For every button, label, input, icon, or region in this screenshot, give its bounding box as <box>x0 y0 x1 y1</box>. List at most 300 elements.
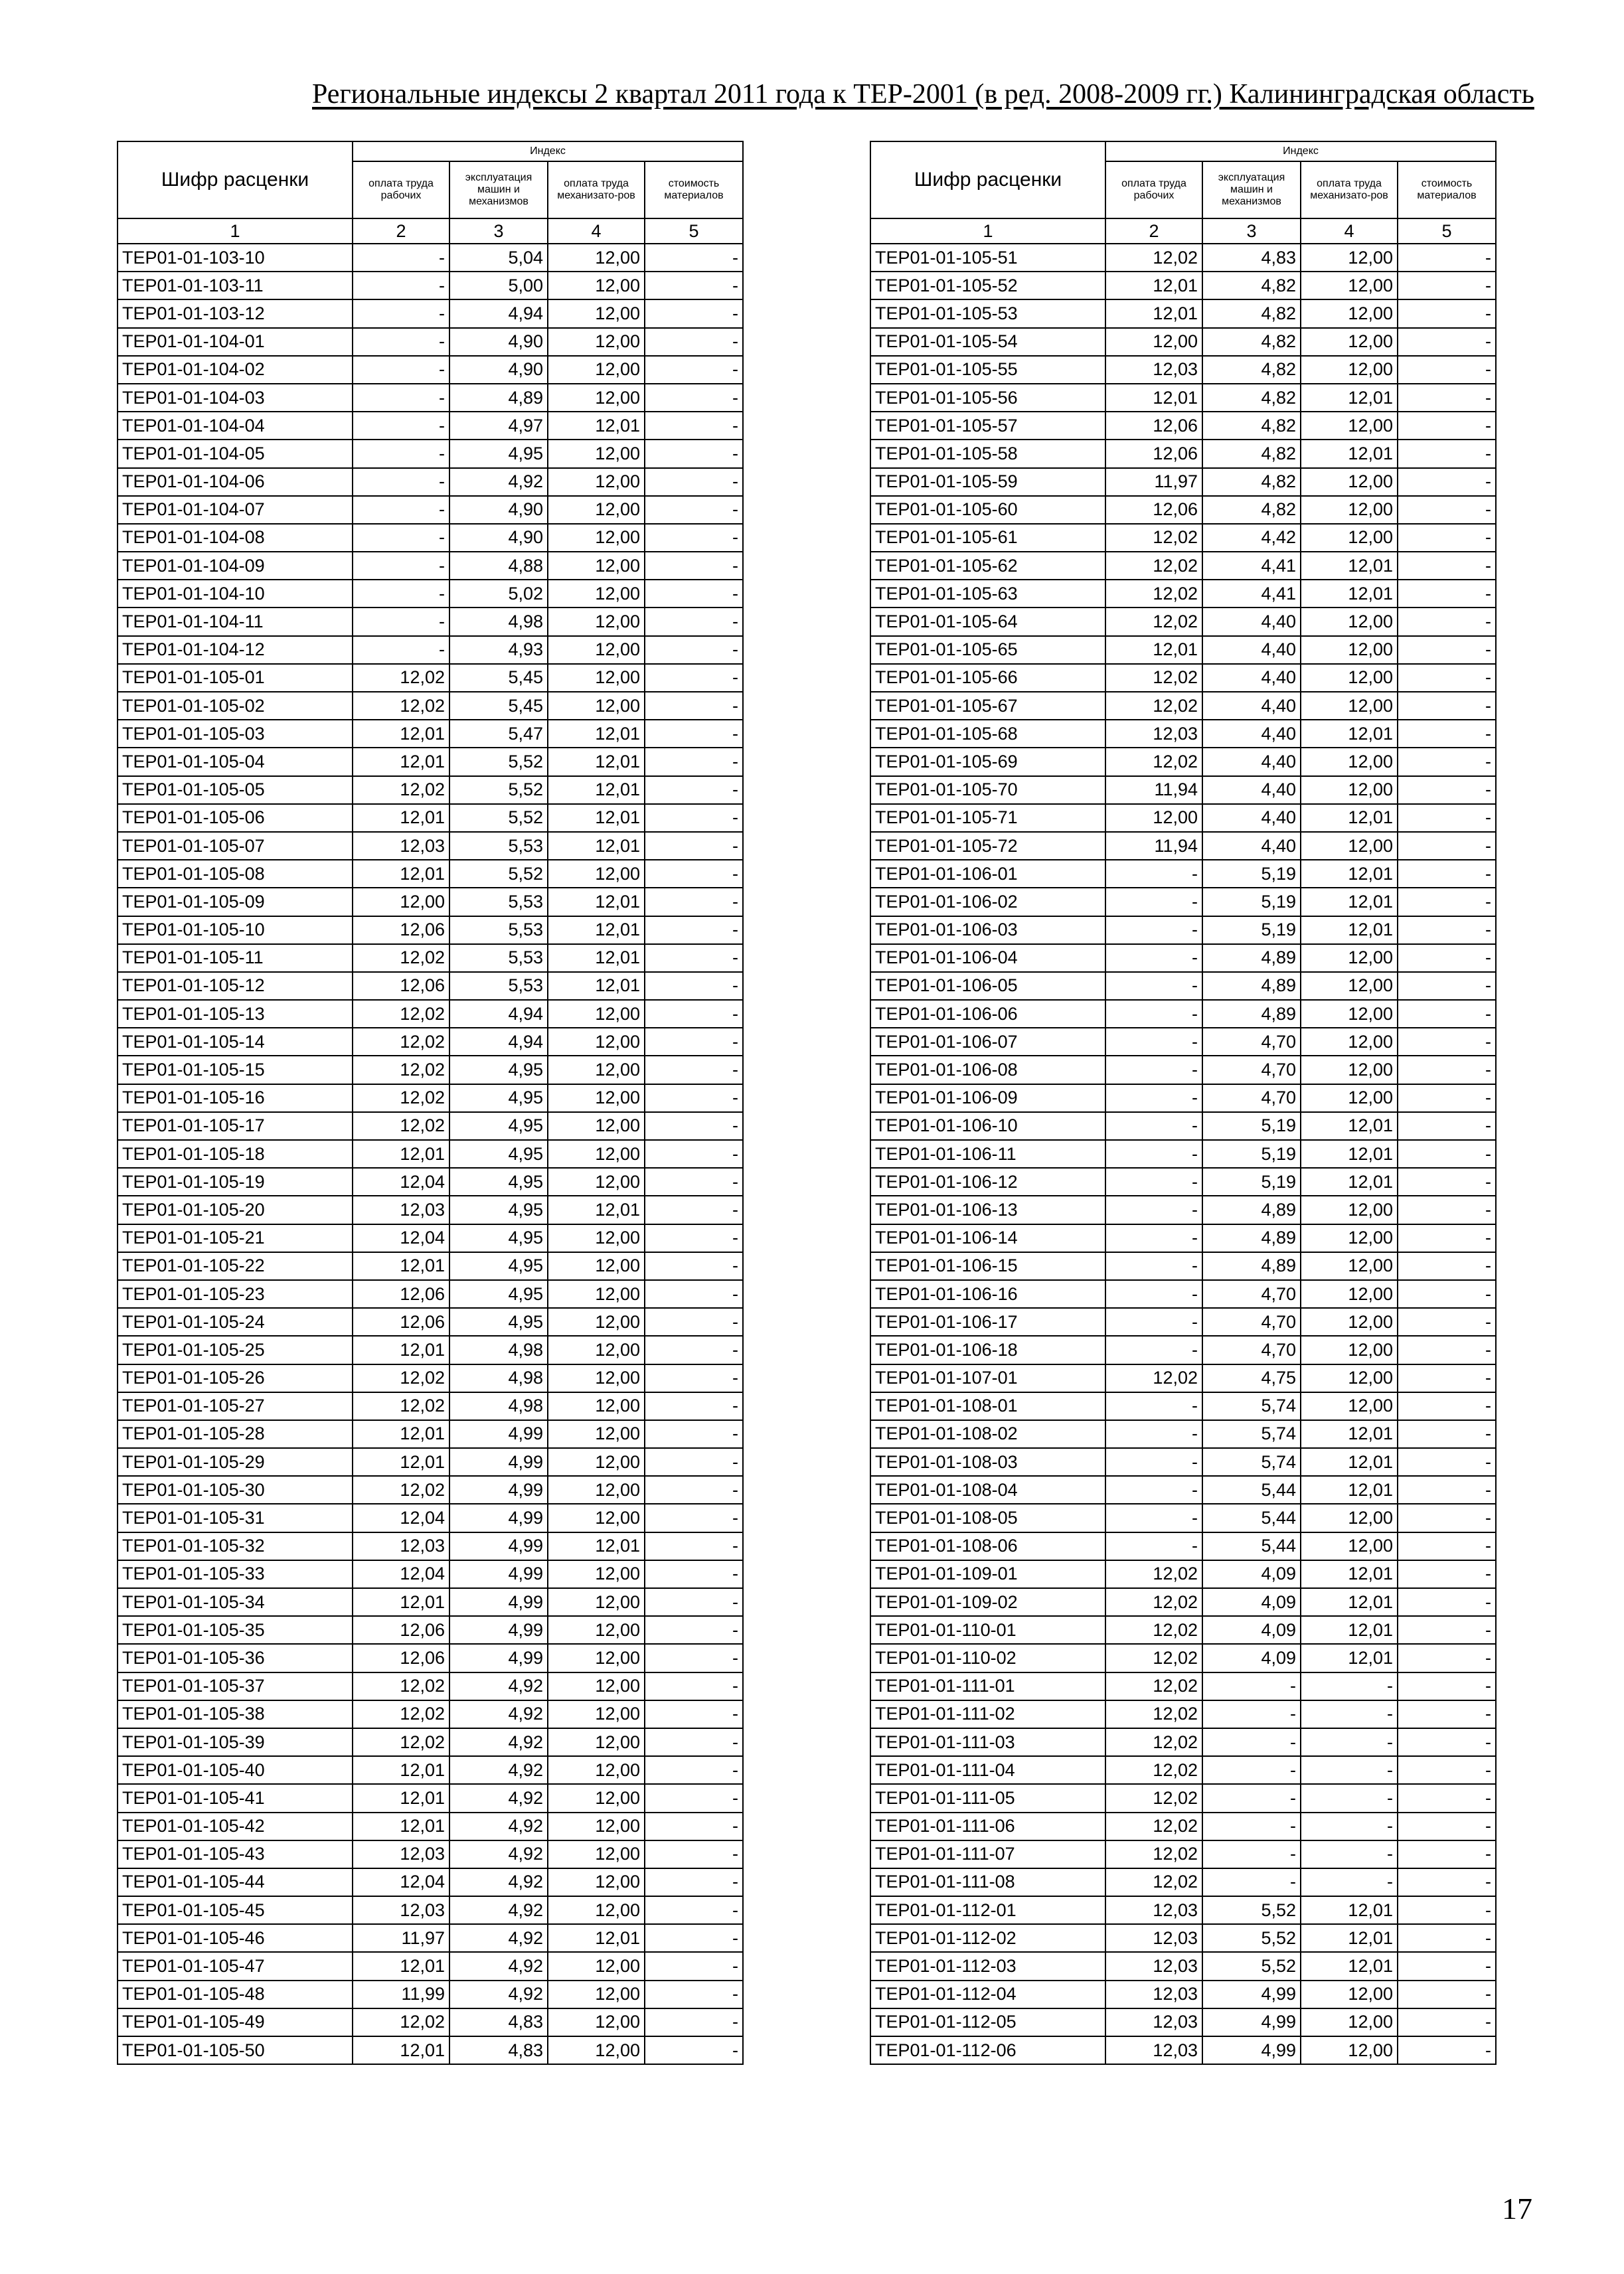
material-cost-cell: - <box>645 1308 743 1336</box>
machine-operation-cell: 4,92 <box>449 1672 548 1700</box>
table-row <box>870 1028 1496 1056</box>
rate-code-cell: ТЕР01-01-109-02 <box>870 1588 1105 1616</box>
table-row <box>870 944 1496 972</box>
rate-code-cell: ТЕР01-01-106-02 <box>870 888 1105 916</box>
rate-code-cell: ТЕР01-01-106-05 <box>870 972 1105 1000</box>
operator-pay-cell: 12,00 <box>548 299 645 327</box>
worker-pay-cell: 12,01 <box>1105 636 1202 664</box>
worker-pay-cell: 12,03 <box>353 1532 449 1560</box>
machine-operation-cell: - <box>1202 1813 1301 1840</box>
rate-code-cell: ТЕР01-01-105-46 <box>118 1924 353 1952</box>
worker-pay-cell: 12,03 <box>353 1896 449 1924</box>
worker-pay-cell: - <box>353 412 449 440</box>
worker-pay-cell: 12,06 <box>353 1280 449 1308</box>
operator-pay-cell: - <box>1301 1700 1398 1728</box>
rate-code-cell: ТЕР01-01-106-11 <box>870 1140 1105 1168</box>
table-row <box>118 692 743 720</box>
rate-code-cell: ТЕР01-01-103-11 <box>118 272 353 299</box>
material-cost-cell: - <box>1398 776 1496 804</box>
table-row <box>118 1364 743 1392</box>
operator-pay-cell: 12,00 <box>1301 776 1398 804</box>
material-cost-cell: - <box>1398 748 1496 775</box>
rate-code-cell: ТЕР01-01-105-16 <box>118 1084 353 1112</box>
material-cost-cell: - <box>1398 440 1496 467</box>
operator-pay-cell: - <box>1301 1784 1398 1812</box>
table-row <box>118 384 743 412</box>
worker-pay-cell: 11,94 <box>1105 776 1202 804</box>
rate-code-cell: ТЕР01-01-105-26 <box>118 1364 353 1392</box>
worker-pay-cell: 12,01 <box>353 1448 449 1476</box>
worker-pay-cell: 11,94 <box>1105 832 1202 860</box>
table-row <box>870 468 1496 496</box>
table-row <box>118 1813 743 1840</box>
material-cost-cell: - <box>1398 1813 1496 1840</box>
rate-code-cell: ТЕР01-01-106-17 <box>870 1308 1105 1336</box>
worker-pay-cell: 12,04 <box>353 1868 449 1896</box>
rate-code-cell: ТЕР01-01-105-14 <box>118 1028 353 1056</box>
worker-pay-cell: 12,02 <box>1105 1672 1202 1700</box>
column-number: 5 <box>1398 218 1496 244</box>
material-cost-cell: - <box>645 972 743 1000</box>
rate-code-cell: ТЕР01-01-105-05 <box>118 776 353 804</box>
material-cost-cell: - <box>1398 1672 1496 1700</box>
worker-pay-cell: - <box>1105 1392 1202 1420</box>
operator-pay-cell: 12,00 <box>1301 1336 1398 1364</box>
worker-pay-cell: 12,01 <box>353 748 449 775</box>
worker-pay-cell: 12,02 <box>353 1672 449 1700</box>
rate-code-cell: ТЕР01-01-105-65 <box>870 636 1105 664</box>
operator-pay-cell: 12,00 <box>548 1868 645 1896</box>
material-cost-cell: - <box>645 1280 743 1308</box>
material-cost-cell: - <box>1398 1476 1496 1504</box>
operator-pay-cell: 12,00 <box>548 384 645 412</box>
worker-pay-cell: 12,06 <box>353 1644 449 1672</box>
rate-code-cell: ТЕР01-01-104-12 <box>118 636 353 664</box>
worker-pay-cell: 12,06 <box>1105 412 1202 440</box>
rate-code-cell: ТЕР01-01-111-02 <box>870 1700 1105 1728</box>
rate-code-cell: ТЕР01-01-105-41 <box>118 1784 353 1812</box>
column-number: 4 <box>548 218 645 244</box>
material-cost-cell: - <box>645 1756 743 1784</box>
table-row <box>870 328 1496 356</box>
operator-pay-cell: 12,00 <box>1301 1364 1398 1392</box>
machine-operation-cell: 4,99 <box>449 1448 548 1476</box>
operator-pay-cell: 12,00 <box>1301 2036 1398 2064</box>
table-row <box>118 328 743 356</box>
material-cost-cell: - <box>645 1728 743 1756</box>
material-cost-cell: - <box>645 272 743 299</box>
operator-pay-cell: 12,00 <box>548 2008 645 2036</box>
rate-code-cell: ТЕР01-01-104-10 <box>118 580 353 608</box>
column-number: 1 <box>118 218 353 244</box>
machine-operation-cell: 4,90 <box>449 328 548 356</box>
worker-pay-cell: 11,99 <box>353 1981 449 2008</box>
table-row <box>870 1896 1496 1924</box>
machine-operation-cell: 4,92 <box>449 468 548 496</box>
rate-code-cell: ТЕР01-01-106-14 <box>870 1224 1105 1252</box>
machine-operation-cell: 4,98 <box>449 1392 548 1420</box>
table-row <box>870 1672 1496 1700</box>
machine-operation-cell: 4,40 <box>1202 748 1301 775</box>
worker-pay-cell: - <box>1105 1028 1202 1056</box>
table-row <box>870 1924 1496 1952</box>
material-cost-cell: - <box>645 1476 743 1504</box>
operator-pay-cell: 12,01 <box>548 832 645 860</box>
table-row <box>118 1952 743 1980</box>
material-cost-cell: - <box>1398 1532 1496 1560</box>
machine-operation-cell: 4,99 <box>449 1420 548 1448</box>
operator-pay-cell: - <box>1301 1840 1398 1868</box>
operator-pay-cell: 12,01 <box>548 776 645 804</box>
rate-code-cell: ТЕР01-01-111-04 <box>870 1756 1105 1784</box>
machine-operation-cell: 4,92 <box>449 1896 548 1924</box>
material-cost-cell: - <box>645 1112 743 1140</box>
table-row <box>870 1813 1496 1840</box>
operator-pay-cell: 12,00 <box>1301 748 1398 775</box>
operator-pay-cell: 12,01 <box>1301 440 1398 467</box>
worker-pay-cell: 12,01 <box>1105 272 1202 299</box>
worker-pay-cell: - <box>353 440 449 467</box>
table-row <box>118 2036 743 2064</box>
table-row <box>870 1224 1496 1252</box>
material-cost-cell: - <box>645 1392 743 1420</box>
worker-pay-cell: 12,01 <box>353 720 449 748</box>
worker-pay-cell: 12,01 <box>353 1588 449 1616</box>
header-worker-pay: оплата труда рабочих <box>353 161 449 218</box>
operator-pay-cell: - <box>1301 1728 1398 1756</box>
rate-code-cell: ТЕР01-01-105-01 <box>118 664 353 692</box>
table-row <box>118 1981 743 2008</box>
material-cost-cell: - <box>645 1224 743 1252</box>
operator-pay-cell: 12,01 <box>1301 580 1398 608</box>
table-row <box>118 1308 743 1336</box>
worker-pay-cell: 12,02 <box>1105 1616 1202 1644</box>
rate-code-cell: ТЕР01-01-104-06 <box>118 468 353 496</box>
table-row <box>870 1364 1496 1392</box>
rate-code-cell: ТЕР01-01-112-05 <box>870 2008 1105 2036</box>
machine-operation-cell: 4,40 <box>1202 832 1301 860</box>
material-cost-cell: - <box>1398 1308 1496 1336</box>
operator-pay-cell: 12,00 <box>1301 944 1398 972</box>
worker-pay-cell: 12,01 <box>353 804 449 832</box>
worker-pay-cell: 12,03 <box>353 1196 449 1224</box>
operator-pay-cell: 12,00 <box>548 1448 645 1476</box>
machine-operation-cell: 4,42 <box>1202 524 1301 552</box>
worker-pay-cell: 12,02 <box>353 776 449 804</box>
machine-operation-cell: 4,89 <box>1202 1224 1301 1252</box>
rate-code-cell: ТЕР01-01-105-24 <box>118 1308 353 1336</box>
operator-pay-cell: 12,00 <box>548 1280 645 1308</box>
table-row <box>118 1028 743 1056</box>
material-cost-cell: - <box>645 1896 743 1924</box>
material-cost-cell: - <box>1398 1644 1496 1672</box>
table-row <box>870 1476 1496 1504</box>
machine-operation-cell: 4,40 <box>1202 636 1301 664</box>
header-index: Индекс <box>353 141 743 161</box>
header-operator-pay: оплата труда механизато-ров <box>1301 161 1398 218</box>
worker-pay-cell: 12,04 <box>353 1504 449 1532</box>
operator-pay-cell: 12,00 <box>1301 1392 1398 1420</box>
material-cost-cell: - <box>645 636 743 664</box>
operator-pay-cell: 12,00 <box>1301 832 1398 860</box>
worker-pay-cell: 12,02 <box>353 1028 449 1056</box>
table-row <box>118 776 743 804</box>
rate-code-cell: ТЕР01-01-111-01 <box>870 1672 1105 1700</box>
operator-pay-cell: 12,00 <box>1301 1981 1398 2008</box>
material-cost-cell: - <box>1398 1952 1496 1980</box>
worker-pay-cell: - <box>353 496 449 524</box>
material-cost-cell: - <box>1398 1728 1496 1756</box>
worker-pay-cell: 12,02 <box>1105 692 1202 720</box>
machine-operation-cell: 4,95 <box>449 1084 548 1112</box>
rate-code-cell: ТЕР01-01-105-30 <box>118 1476 353 1504</box>
machine-operation-cell: 4,95 <box>449 1224 548 1252</box>
worker-pay-cell: - <box>1105 972 1202 1000</box>
rate-code-cell: ТЕР01-01-106-01 <box>870 860 1105 888</box>
machine-operation-cell: 4,98 <box>449 1364 548 1392</box>
rate-code-cell: ТЕР01-01-105-43 <box>118 1840 353 1868</box>
table-row <box>870 356 1496 384</box>
worker-pay-cell: - <box>1105 888 1202 916</box>
machine-operation-cell: 4,94 <box>449 1000 548 1028</box>
table-row <box>118 1420 743 1448</box>
machine-operation-cell: 4,95 <box>449 1196 548 1224</box>
table-row <box>870 1868 1496 1896</box>
material-cost-cell: - <box>645 776 743 804</box>
worker-pay-cell: - <box>1105 1504 1202 1532</box>
table-row <box>870 804 1496 832</box>
worker-pay-cell: 12,03 <box>1105 1981 1202 2008</box>
material-cost-cell: - <box>1398 860 1496 888</box>
material-cost-cell: - <box>1398 1504 1496 1532</box>
worker-pay-cell: - <box>1105 1252 1202 1280</box>
table-row <box>118 1616 743 1644</box>
operator-pay-cell: 12,00 <box>548 1140 645 1168</box>
machine-operation-cell: 4,99 <box>449 1476 548 1504</box>
operator-pay-cell: 12,01 <box>548 888 645 916</box>
material-cost-cell: - <box>1398 356 1496 384</box>
table-row <box>870 1140 1496 1168</box>
material-cost-cell: - <box>645 664 743 692</box>
rate-code-cell: ТЕР01-01-105-71 <box>870 804 1105 832</box>
operator-pay-cell: 12,00 <box>548 552 645 580</box>
table-row <box>870 1392 1496 1420</box>
operator-pay-cell: 12,00 <box>1301 636 1398 664</box>
operator-pay-cell: 12,00 <box>548 2036 645 2064</box>
table-row <box>118 860 743 888</box>
worker-pay-cell: 12,01 <box>353 1252 449 1280</box>
machine-operation-cell: 4,70 <box>1202 1084 1301 1112</box>
table-row <box>870 916 1496 944</box>
machine-operation-cell: 4,75 <box>1202 1364 1301 1392</box>
material-cost-cell: - <box>645 1000 743 1028</box>
header-material-cost: стоимость материалов <box>1398 161 1496 218</box>
rate-code-cell: ТЕР01-01-105-10 <box>118 916 353 944</box>
material-cost-cell: - <box>1398 664 1496 692</box>
operator-pay-cell: 12,00 <box>1301 664 1398 692</box>
rate-code-cell: ТЕР01-01-105-68 <box>870 720 1105 748</box>
operator-pay-cell: 12,00 <box>548 524 645 552</box>
machine-operation-cell: 4,92 <box>449 1813 548 1840</box>
machine-operation-cell: 4,82 <box>1202 468 1301 496</box>
rate-code-cell: ТЕР01-01-105-53 <box>870 299 1105 327</box>
worker-pay-cell: 12,00 <box>353 888 449 916</box>
table-row <box>118 1896 743 1924</box>
material-cost-cell: - <box>645 692 743 720</box>
material-cost-cell: - <box>1398 832 1496 860</box>
operator-pay-cell: 12,00 <box>1301 1056 1398 1084</box>
machine-operation-cell: 4,93 <box>449 636 548 664</box>
worker-pay-cell: 12,02 <box>1105 552 1202 580</box>
material-cost-cell: - <box>645 1168 743 1196</box>
operator-pay-cell: 12,01 <box>1301 552 1398 580</box>
machine-operation-cell: 5,74 <box>1202 1420 1301 1448</box>
machine-operation-cell: 4,89 <box>1202 972 1301 1000</box>
material-cost-cell: - <box>645 2008 743 2036</box>
table-row <box>118 804 743 832</box>
operator-pay-cell: 12,00 <box>548 1224 645 1252</box>
machine-operation-cell: 5,19 <box>1202 1168 1301 1196</box>
machine-operation-cell: 4,90 <box>449 496 548 524</box>
operator-pay-cell: 12,00 <box>1301 468 1398 496</box>
operator-pay-cell: 12,00 <box>1301 496 1398 524</box>
table-row <box>870 244 1496 272</box>
worker-pay-cell: 12,02 <box>1105 1756 1202 1784</box>
rate-code-cell: ТЕР01-01-106-03 <box>870 916 1105 944</box>
table-body <box>118 244 743 2064</box>
worker-pay-cell: - <box>353 299 449 327</box>
operator-pay-cell: 12,01 <box>548 720 645 748</box>
worker-pay-cell: 12,03 <box>1105 1924 1202 1952</box>
material-cost-cell: - <box>1398 1112 1496 1140</box>
operator-pay-cell: 12,00 <box>548 328 645 356</box>
rate-code-cell: ТЕР01-01-104-04 <box>118 412 353 440</box>
worker-pay-cell: - <box>1105 1476 1202 1504</box>
material-cost-cell: - <box>1398 244 1496 272</box>
operator-pay-cell: 12,01 <box>548 916 645 944</box>
operator-pay-cell: 12,01 <box>548 972 645 1000</box>
table-row <box>870 1644 1496 1672</box>
rate-code-cell: ТЕР01-01-105-25 <box>118 1336 353 1364</box>
rate-code-cell: ТЕР01-01-111-05 <box>870 1784 1105 1812</box>
rate-code-cell: ТЕР01-01-105-58 <box>870 440 1105 467</box>
operator-pay-cell: 12,01 <box>1301 720 1398 748</box>
material-cost-cell: - <box>1398 1560 1496 1588</box>
material-cost-cell: - <box>645 1448 743 1476</box>
operator-pay-cell: 12,00 <box>548 860 645 888</box>
rate-code-cell: ТЕР01-01-105-48 <box>118 1981 353 2008</box>
table-row <box>118 1140 743 1168</box>
operator-pay-cell: 12,01 <box>548 412 645 440</box>
machine-operation-cell: - <box>1202 1756 1301 1784</box>
machine-operation-cell: 4,95 <box>449 1112 548 1140</box>
material-cost-cell: - <box>645 244 743 272</box>
worker-pay-cell: - <box>1105 1196 1202 1224</box>
machine-operation-cell: 5,19 <box>1202 860 1301 888</box>
table-row <box>118 1168 743 1196</box>
operator-pay-cell: 12,00 <box>548 1896 645 1924</box>
rate-code-cell: ТЕР01-01-108-04 <box>870 1476 1105 1504</box>
operator-pay-cell: - <box>1301 1672 1398 1700</box>
header-machine-operation: эксплуатация машин и механизмов <box>1202 161 1301 218</box>
worker-pay-cell: 12,02 <box>1105 580 1202 608</box>
table-row <box>870 1588 1496 1616</box>
material-cost-cell: - <box>645 1532 743 1560</box>
machine-operation-cell: - <box>1202 1868 1301 1896</box>
machine-operation-cell: 5,52 <box>449 804 548 832</box>
rate-code-cell: ТЕР01-01-105-57 <box>870 412 1105 440</box>
machine-operation-cell: 4,95 <box>449 440 548 467</box>
worker-pay-cell: 12,02 <box>1105 1784 1202 1812</box>
material-cost-cell: - <box>645 524 743 552</box>
page-number: 17 <box>1502 2192 1532 2226</box>
worker-pay-cell: 12,02 <box>353 1700 449 1728</box>
table-row <box>118 1784 743 1812</box>
operator-pay-cell: 12,01 <box>1301 1112 1398 1140</box>
operator-pay-cell: 12,00 <box>1301 356 1398 384</box>
table-row <box>118 496 743 524</box>
machine-operation-cell: 4,92 <box>449 1952 548 1980</box>
material-cost-cell: - <box>1398 916 1496 944</box>
table-row <box>870 1196 1496 1224</box>
table-row <box>870 720 1496 748</box>
rate-code-cell: ТЕР01-01-105-37 <box>118 1672 353 1700</box>
rate-code-cell: ТЕР01-01-109-01 <box>870 1560 1105 1588</box>
material-cost-cell: - <box>1398 720 1496 748</box>
worker-pay-cell: 12,01 <box>353 1813 449 1840</box>
table-row <box>870 748 1496 775</box>
table-row <box>870 496 1496 524</box>
table-row <box>870 2008 1496 2036</box>
rate-code-cell: ТЕР01-01-106-10 <box>870 1112 1105 1140</box>
rate-code-cell: ТЕР01-01-105-12 <box>118 972 353 1000</box>
operator-pay-cell: 12,00 <box>1301 328 1398 356</box>
rate-code-cell: ТЕР01-01-105-28 <box>118 1420 353 1448</box>
machine-operation-cell: 5,53 <box>449 972 548 1000</box>
operator-pay-cell: 12,00 <box>548 356 645 384</box>
operator-pay-cell: 12,00 <box>1301 1028 1398 1056</box>
machine-operation-cell: 4,92 <box>449 1924 548 1952</box>
machine-operation-cell: 4,99 <box>1202 2036 1301 2064</box>
table-row <box>870 1336 1496 1364</box>
rate-code-cell: ТЕР01-01-105-18 <box>118 1140 353 1168</box>
material-cost-cell: - <box>1398 496 1496 524</box>
operator-pay-cell: 12,00 <box>548 1644 645 1672</box>
table-row <box>870 1420 1496 1448</box>
machine-operation-cell: 4,90 <box>449 524 548 552</box>
worker-pay-cell: - <box>1105 944 1202 972</box>
table-row <box>118 1924 743 1952</box>
operator-pay-cell: 12,00 <box>548 1084 645 1112</box>
worker-pay-cell: - <box>1105 1224 1202 1252</box>
worker-pay-cell: - <box>1105 1308 1202 1336</box>
operator-pay-cell: 12,00 <box>548 1336 645 1364</box>
worker-pay-cell: 12,02 <box>1105 1560 1202 1588</box>
machine-operation-cell: 4,40 <box>1202 664 1301 692</box>
table-row <box>870 299 1496 327</box>
rate-code-cell: ТЕР01-01-105-51 <box>870 244 1105 272</box>
table-row <box>870 1784 1496 1812</box>
material-cost-cell: - <box>645 1981 743 2008</box>
operator-pay-cell: 12,00 <box>548 1056 645 1084</box>
machine-operation-cell: 5,74 <box>1202 1448 1301 1476</box>
table-row <box>870 2036 1496 2064</box>
machine-operation-cell: 4,99 <box>449 1560 548 1588</box>
material-cost-cell: - <box>1398 272 1496 299</box>
machine-operation-cell: 4,92 <box>449 1981 548 2008</box>
operator-pay-cell: 12,00 <box>1301 608 1398 635</box>
machine-operation-cell: 5,52 <box>1202 1924 1301 1952</box>
